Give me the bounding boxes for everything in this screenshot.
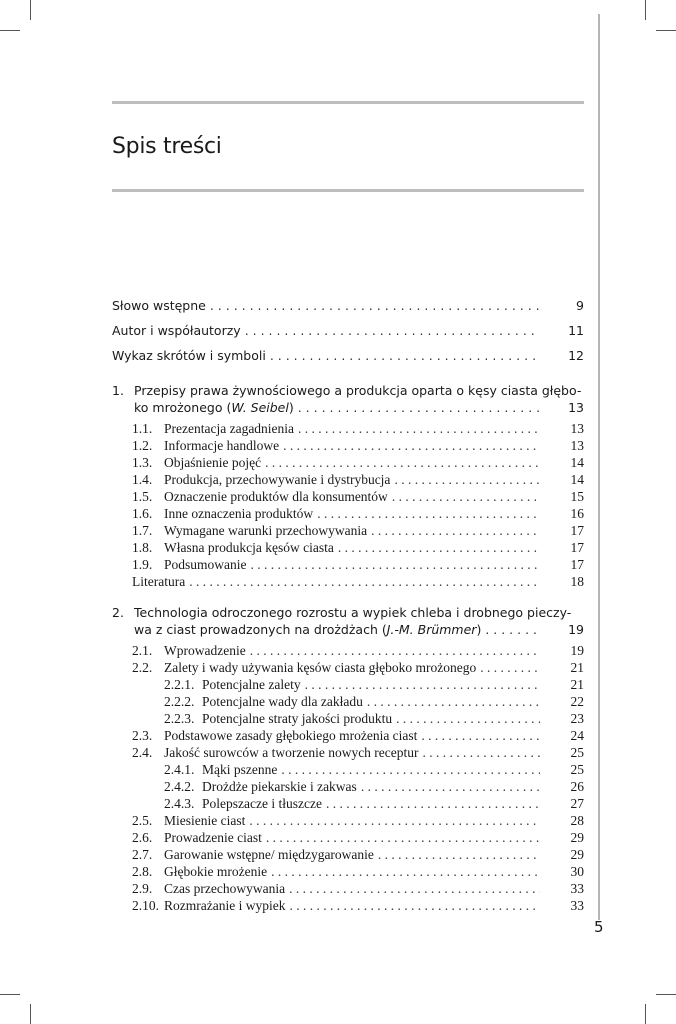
- dot-leader: [210, 297, 540, 315]
- toc-section: 1.4. Produkcja, przechowywanie i dystrybucja . . . 14: [112, 471, 584, 489]
- toc-section: 1.9. Podsumowanie . . . 17: [112, 556, 584, 574]
- dot-leader: [270, 347, 540, 365]
- crop-mark: [0, 994, 20, 995]
- dot-leader: [298, 399, 540, 417]
- crop-mark: [645, 1004, 646, 1024]
- dot-leader: [317, 505, 540, 523]
- dot-leader: [392, 488, 540, 506]
- chapter-heading-cont: ko mrożonego (W. Seibel) . . . 13: [112, 399, 584, 417]
- top-rule: [112, 101, 584, 104]
- toc-section: 2.10. Rozmrażanie i wypiek . . . 33: [112, 897, 584, 915]
- toc-section: 1.2. Informacje handlowe . . . 13: [112, 437, 584, 455]
- toc-subsection: 2.2.1. Potencjalne zalety . . . 21: [112, 676, 584, 694]
- toc-subsection: 2.4.1. Mąki pszenne . . . 25: [112, 761, 584, 779]
- dot-leader: [245, 322, 540, 340]
- dot-leader: [423, 744, 540, 762]
- toc-entry: Wykaz skrótów i symboli . . . 12: [112, 347, 584, 365]
- toc-section: 2.4. Jakość surowców a tworzenie nowych receptur . . . 25: [112, 744, 584, 762]
- crop-mark: [656, 994, 676, 995]
- toc-section: 2.3. Podstawowe zasady głębokiego mrożenia ciast . . . 24: [112, 727, 584, 745]
- crop-mark: [30, 1004, 31, 1024]
- toc-section: 2.9. Czas przechowywania . . . 33: [112, 880, 584, 898]
- dot-leader: [189, 573, 540, 591]
- crop-mark: [656, 30, 676, 31]
- dot-leader: [251, 556, 541, 574]
- toc-section: 2.8. Głębokie mrożenie . . . 30: [112, 863, 584, 881]
- dot-leader: [394, 471, 540, 489]
- dot-leader: [289, 880, 540, 898]
- toc-section: 1.3. Objaśnienie pojęć . . . 14: [112, 454, 584, 472]
- toc-entry: Słowo wstępne . . . 9: [112, 297, 584, 315]
- dot-leader: [378, 846, 540, 864]
- dot-leader: [338, 539, 540, 557]
- page-title: Spis treści: [112, 134, 222, 159]
- toc-literature: Literatura . . . 18: [112, 573, 584, 591]
- dot-leader: [289, 897, 540, 915]
- dot-leader: [421, 727, 540, 745]
- dot-leader: [396, 710, 540, 728]
- toc-subsection: 2.4.2. Drożdże piekarskie i zakwas . . . 26: [112, 778, 584, 796]
- toc-subsection: 2.2.2. Potencjalne wady dla zakładu . . . 22: [112, 693, 584, 711]
- dot-leader: [281, 761, 540, 779]
- title-rule: [112, 189, 584, 192]
- dot-leader: [361, 778, 540, 796]
- toc-subsection: 2.4.3. Polepszacze i tłuszcze . . . 27: [112, 795, 584, 813]
- chapter-heading: 1. Przepisy prawa żywnościowego a produkcja oparta o kęsy ciasta głębo-: [112, 383, 582, 398]
- dot-leader: [249, 812, 540, 830]
- dot-leader: [265, 454, 540, 472]
- chapter-heading-cont: wa z ciast prowadzonych na drożdżach (J.-M. Brümmer) . . . 19: [112, 621, 584, 639]
- toc-section: 1.6. Inne oznaczenia produktów . . . 16: [112, 505, 584, 523]
- page-number: 5: [594, 918, 604, 936]
- toc-entry: Autor i współautorzy . . . 11: [112, 322, 584, 340]
- toc-section: 2.6. Prowadzenie ciast . . . 29: [112, 829, 584, 847]
- toc-section: 2.1. Wprowadzenie . . . 19: [112, 642, 584, 660]
- toc-section: 1.7. Wymagane warunki przechowywania . . . 17: [112, 522, 584, 540]
- crop-mark: [30, 0, 31, 20]
- dot-leader: [298, 420, 540, 438]
- dot-leader: [266, 829, 540, 847]
- dot-leader: [480, 659, 540, 677]
- toc-section: 1.5. Oznaczenie produktów dla konsumentów . . . 15: [112, 488, 584, 506]
- crop-mark: [645, 0, 646, 20]
- toc-section: 2.7. Garowanie wstępne/ międzygarowanie . . . 29: [112, 846, 584, 864]
- dot-leader: [283, 437, 540, 455]
- toc-section: 1.1. Prezentacja zagadnienia . . . 13: [112, 420, 584, 438]
- dot-leader: [367, 693, 540, 711]
- toc-subsection: 2.2.3. Potencjalne straty jakości produktu . . . 23: [112, 710, 584, 728]
- dot-leader: [250, 642, 540, 660]
- toc-section: 2.5. Miesienie ciast . . . 28: [112, 812, 584, 830]
- toc-section: 2.2. Zalety i wady używania kęsów ciasta głęboko mrożonego . . . 21: [112, 659, 584, 677]
- margin-bar: [598, 14, 600, 920]
- dot-leader: [305, 676, 540, 694]
- crop-mark: [0, 30, 20, 31]
- dot-leader: [485, 621, 540, 639]
- chapter-heading: 2. Technologia odroczonego rozrostu a wypiek chleba i drobnego pieczy-: [112, 605, 572, 620]
- dot-leader: [371, 522, 540, 540]
- toc-section: 1.8. Własna produkcja kęsów ciasta . . . 17: [112, 539, 584, 557]
- dot-leader: [326, 795, 540, 813]
- dot-leader: [271, 863, 540, 881]
